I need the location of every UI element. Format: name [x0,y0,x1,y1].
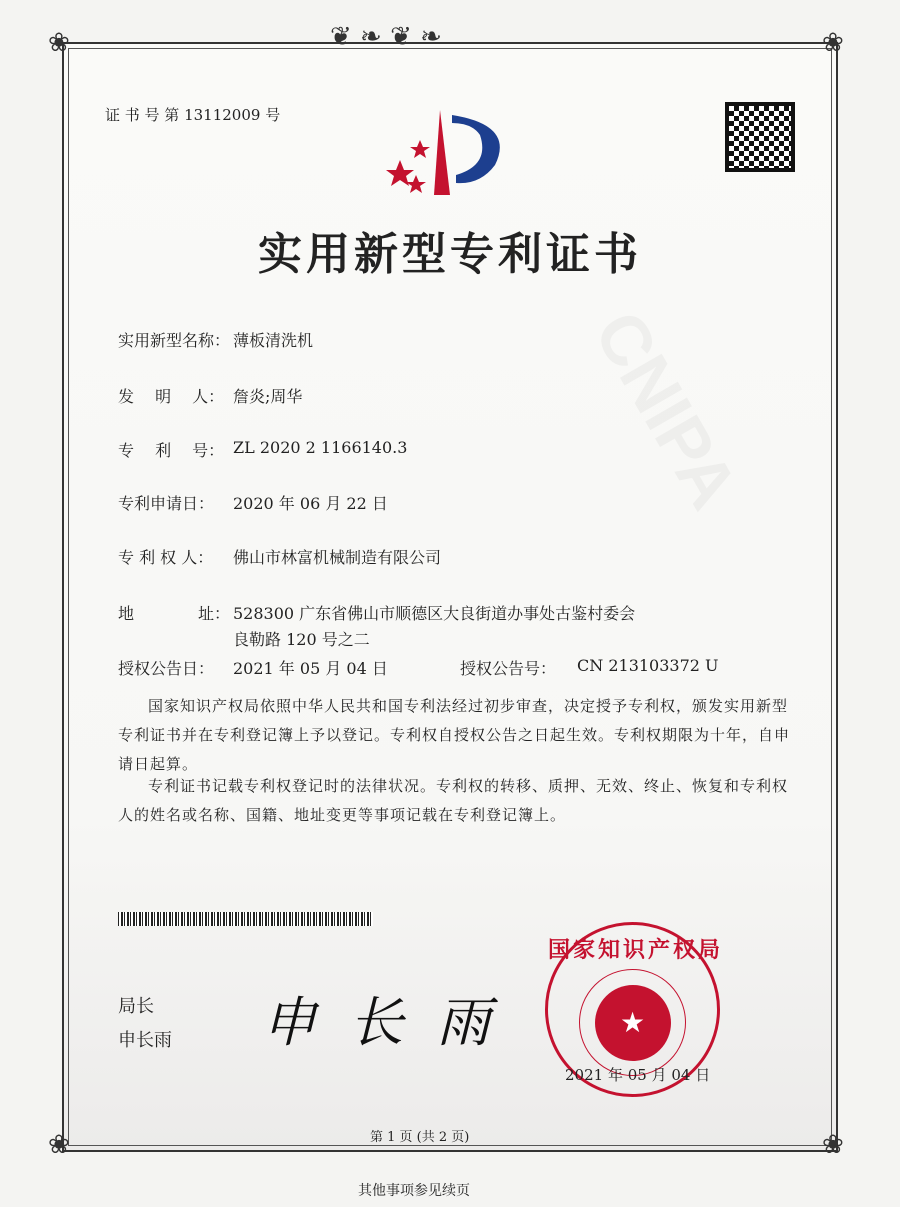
page-title: 实用新型专利证书 [258,229,642,280]
page-indicator: 第 1 页 (共 2 页) [370,1130,470,1145]
corner-ornament-icon: ❀ [48,28,70,58]
corner-ornament-icon: ❀ [822,1130,844,1160]
field-label: 专 利 权 人： [118,548,214,567]
corner-ornament-icon: ❀ [822,28,844,58]
address-line: 良勒路 120 号之二 [233,630,370,649]
signatory-title: 局长 [118,996,154,1017]
field-label: 授权公告号： [460,659,557,678]
field-label: 专利申请日： [118,494,215,513]
field-label: 专 利 号： [118,441,225,460]
corner-ornament-icon: ❀ [48,1130,70,1160]
signature: 申 长 雨 [262,991,499,1054]
address-line: 528300 广东省佛山市顺德区大良街道办事处古鉴村委会 [233,604,636,623]
national-emblem-icon: ★ [595,985,671,1061]
qr-code [725,102,795,172]
seal-inner-ring [579,969,686,1076]
cnipa-logo-icon [380,105,520,200]
seal-text: 国家知识产权局 [548,937,724,963]
legal-paragraph: 国家知识产权局依照中华人民共和国专利法经过初步审查，决定授予专利权，颁发实用新型专利证书并在专利登记簿上予以登记。专利权自授权公告之日起生效。专利权期限为十年，自申请日起算。 [118,697,791,773]
legal-paragraph: 专利证书记载专利权登记时的法律状况。专利权的转移、质押、无效、终止、恢复和专利权人的姓名或名称、国籍、地址变更等事项记载在专利登记簿上。 [118,777,789,824]
utility-model-name: 薄板清洗机 [233,331,314,350]
footer-note: 其他事项参见续页 [358,1183,470,1199]
field-label: 地 址： [118,604,231,623]
grant-date: 2021 年 05 月 04 日 [233,659,388,678]
certificate-number: 证 书 号 第 13112009 号 [105,106,281,124]
field-label: 发 明 人： [118,387,225,406]
field-label: 实用新型名称： [118,331,231,350]
filing-date: 2020 年 06 月 22 日 [233,494,388,513]
grant-number: CN 213103372 U [577,656,719,675]
patentee: 佛山市林富机械制造有限公司 [233,548,442,567]
patent-number: ZL 2020 2 1166140.3 [233,438,408,457]
seal-date: 2021 年 05 月 04 日 [565,1066,711,1084]
barcode [118,912,373,926]
inventor: 詹炎;周华 [233,387,303,406]
field-label: 授权公告日： [118,659,215,678]
top-ornament-icon: ❦ ❧ ❦ ❧ [330,22,442,52]
signatory-name: 申长雨 [118,1030,172,1051]
